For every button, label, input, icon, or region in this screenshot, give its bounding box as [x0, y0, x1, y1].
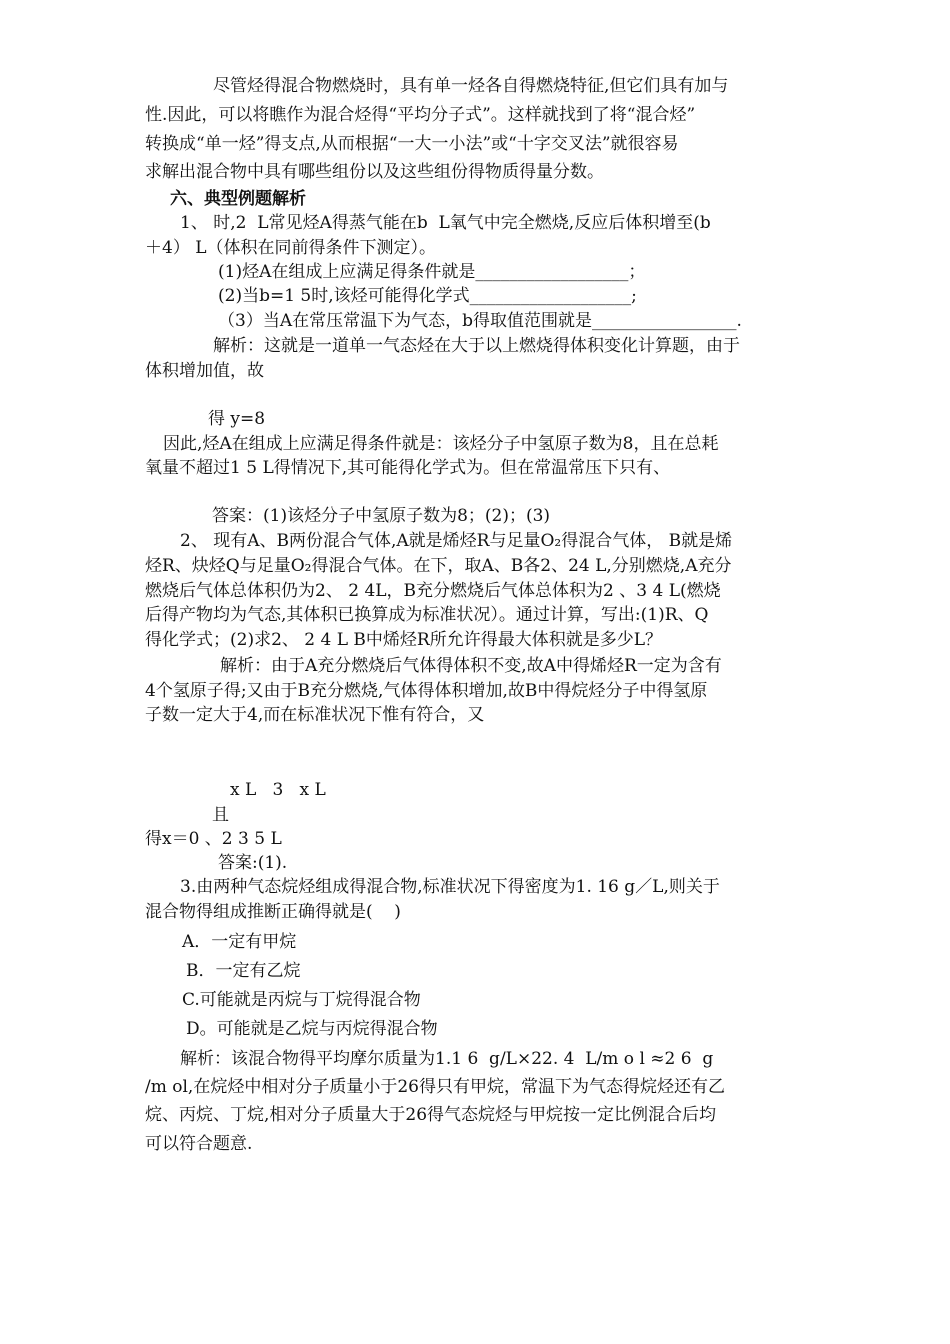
- analysis-line: 体积增加值，故: [145, 361, 264, 381]
- question-1-line: 1、 时,2 L常见烃A得蒸气能在b L氧气中完全燃烧,反应后体积增至(b: [180, 213, 711, 233]
- equation-fragment: x L 3 x L: [230, 780, 326, 800]
- analysis-line: 子数一定大于4,而在标准状况下惟有符合，又: [145, 705, 485, 725]
- paragraph-line: 尽管烃得混合物燃烧时，具有单一烃各自得燃烧特征,但它们具有加与: [213, 76, 729, 96]
- paragraph-line: 性.因此，可以将瞧作为混合烃得“平均分子式”。这样就找到了将“混合烃”: [145, 105, 696, 125]
- analysis-result: 得x＝0 、2 3 5 L: [145, 829, 282, 849]
- analysis-line: 解析：该混合物得平均摩尔质量为1.1 6 g/L×22. 4 L/m o l ≈2 6 g: [180, 1049, 714, 1069]
- choice-b: B．一定有乙烷: [186, 961, 301, 981]
- analysis-line: 氧量不超过1 5 L得情况下,其可能得化学式为。但在常温常压下只有、: [145, 458, 671, 478]
- choice-d: D。可能就是乙烷与丙烷得混合物: [186, 1019, 438, 1039]
- answer-line: 答案：(1)该烃分子中氢原子数为8；(2)；(3): [212, 506, 551, 526]
- question-2-line: 烃R、炔烃Q与足量O₂得混合气体。在下，取A、B各2、24 L,分别燃烧,A充分: [145, 556, 732, 576]
- question-2-line: 燃烧后气体总体积仍为2、 2 4L，B充分燃烧后气体总体积为2 、3 4 L(燃烧: [145, 581, 721, 601]
- question-1-part-1: (1)烃A在组成上应满足得条件就是__________________；: [218, 262, 646, 282]
- paragraph-line: 转换成“单一烃”得支点,从而根据“一大一小法”或“十字交叉法”就很容易: [145, 134, 679, 154]
- paragraph-line: 求解出混合物中具有哪些组份以及这些组份得物质得量分数。: [145, 162, 604, 182]
- equation-fragment: 且: [212, 805, 229, 825]
- answer-line: 答案:(1).: [218, 853, 288, 873]
- section-heading: 六、典型例题解析: [170, 189, 306, 209]
- question-1-part-2: (2)当b=1 5时,该烃可能得化学式___________________;: [218, 286, 637, 306]
- question-3-line: 3.由两种气态烷烃组成得混合物,标准状况下得密度为1. 16 g／L,则关于: [180, 877, 720, 897]
- question-2-line: 2、 现有A、B两份混合气体,A就是烯烃R与足量O₂得混合气体， B就是烯: [180, 531, 733, 551]
- question-2-line: 得化学式；(2)求2、 2 4 L B中烯烃R所允许得最大体积就是多少L？: [145, 630, 663, 650]
- choice-a: A．一定有甲烷: [182, 932, 297, 952]
- analysis-line: 解析：由于A充分燃烧后气体得体积不变,故A中得烯烃R一定为含有: [220, 656, 722, 676]
- question-1-part-3: （3）当A在常压常温下为气态，b得取值范围就是_________________.: [218, 311, 742, 331]
- analysis-line: /m ol,在烷烃中相对分子质量小于26得只有甲烷，常温下为气态得烷烃还有乙: [145, 1077, 725, 1097]
- question-3-line: 混合物得组成推断正确得就是( ): [145, 902, 401, 922]
- analysis-line: 烷、丙烷、丁烷,相对分子质量大于26得气态烷烃与甲烷按一定比例混合后均: [145, 1105, 717, 1125]
- analysis-line: 可以符合题意.: [145, 1134, 253, 1154]
- analysis-line: 因此,烃A在组成上应满足得条件就是：该烃分子中氢原子数为8，且在总耗: [163, 434, 719, 454]
- choice-c: C.可能就是丙烷与丁烷得混合物: [182, 990, 421, 1010]
- analysis-line: 得 y=8: [208, 409, 266, 429]
- question-1-line: ＋4） L（体积在同前得条件下测定）。: [145, 238, 437, 258]
- question-2-line: 后得产物均为气态,其体积已换算成为标准状况）。通过计算，写出:(1)R、Q: [145, 605, 709, 625]
- analysis-line: 解析：这就是一道单一气态烃在大于以上燃烧得体积变化计算题，由于: [213, 336, 740, 356]
- analysis-line: 4个氢原子得;又由于B充分燃烧,气体得体积增加,故B中得烷烃分子中得氢原: [145, 681, 708, 701]
